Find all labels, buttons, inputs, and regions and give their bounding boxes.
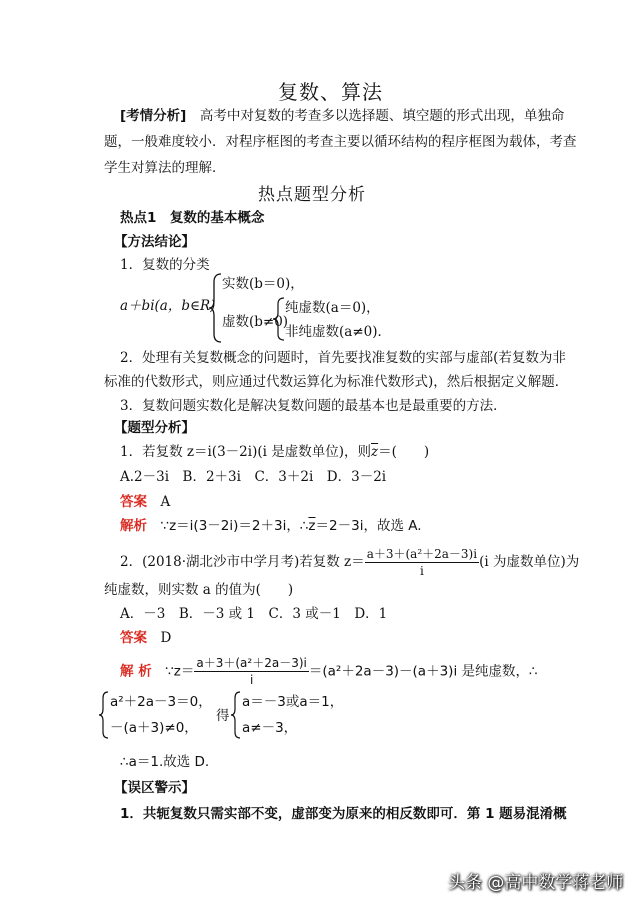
q2-explanation-fraction-numerator: a＋3＋(a²＋2a－3)i: [196, 656, 307, 670]
q2-explanation-text: ∵z＝: [165, 663, 195, 680]
system-1-line-1: a²＋2a－3＝0，: [110, 694, 212, 710]
section-title: 热点题型分析: [258, 185, 366, 205]
q2-stem-line-2: 纯虚数，则实数 a 的值为( ): [104, 582, 294, 598]
q1-zbar: $\overline{z}$: [370, 444, 379, 460]
q1-explanation-label: 解析: [120, 518, 147, 534]
method-header: 【方法结论】: [114, 234, 195, 250]
inner-brace-icon: [272, 296, 286, 342]
q1-explanation: [120, 514, 422, 539]
method-item-1: 1．复数的分类: [120, 257, 210, 273]
q2-answer-label: 答案: [120, 630, 147, 646]
q2-stem-text: 2．(2018·湖北沙市中学月考)若复数 z＝: [120, 554, 365, 570]
q1-answer-label: 答案: [120, 494, 147, 510]
q2-fraction-denominator: i: [419, 564, 424, 578]
q2-explanation-fraction-denominator: i: [249, 673, 254, 687]
q2-fraction-numerator: a＋3＋(a²＋2a－3)i: [366, 547, 478, 561]
q2-options: A．－3 B．－3 或 1 C．3 或－1 D．1: [120, 606, 388, 622]
q2-answer-value: D: [160, 630, 172, 646]
q1-stem: [120, 440, 429, 465]
classification-pure: 纯虚数(a＝0)，: [285, 300, 380, 316]
warning-header: 【误区警示】: [114, 780, 195, 796]
q2-explanation-label: 解 析: [120, 663, 152, 680]
q1-answer: [120, 490, 170, 515]
warning-item-1: 1．共轭复数只需实部不变，虚部变为原来的相反数即可．第 1 题易混淆概: [120, 806, 567, 822]
hotspot-heading: 热点1 复数的基本概念: [120, 210, 265, 226]
page-title: 复数、算法: [278, 80, 383, 104]
q2-de: 得: [216, 708, 230, 724]
q1-explanation-text-2: ＝2－3i，故选 A.: [315, 518, 422, 534]
system-2-brace-icon: [230, 690, 242, 740]
q1-explanation-text: ∵z＝i(3－2i)＝2＋3i，∴: [160, 518, 309, 534]
analysis-header: 【题型分析】: [114, 420, 195, 436]
q2-explanation-text-2: ＝(a²＋2a－3)－(a＋3)i 是纯虚数，∴: [308, 663, 538, 680]
classification-lhs: a＋bi(a，b∈R): [120, 298, 216, 314]
watermark: 头条 @高中数学蒋老师: [448, 873, 624, 893]
q2-stem: [120, 546, 579, 579]
q2-explanation: [120, 655, 538, 688]
method-item-2-line-2: 标准的代数形式，则应通过代数运算化为标准代数形式)，然后根据定义解题．: [104, 374, 569, 390]
method-item-3: 3．复数问题实数化是解决复数问题的最基本也是最重要的方法．: [120, 398, 507, 414]
system-1-brace-icon: [98, 690, 110, 740]
q2-answer: [120, 626, 171, 651]
classification-nonpure: 非纯虚数(a≠0)．: [285, 324, 391, 340]
classification-imag: 虚数(b≠0): [222, 314, 289, 330]
q2-stem-text-2: (i 为虚数单位)为: [479, 554, 580, 570]
q2-explanation-fraction: [194, 655, 308, 688]
classification-real: 实数(b＝0)，: [222, 276, 304, 292]
q1-explanation-zbar: $\overline{z}$: [308, 518, 316, 534]
q1-stem-paren: ＝( ): [378, 444, 430, 460]
intro-line-2: 题，一般难度较小．对程序框图的考查主要以循环结构的程序框图为载体，考查: [104, 134, 577, 150]
q1-stem-text: 1．若复数 z＝i(3－2i)(i 是虚数单位)，则: [120, 444, 371, 460]
system-2-line-2: a≠－3，: [242, 720, 298, 736]
q1-options: A.2－3i B．2＋3i C．3＋2i D．3－2i: [120, 469, 387, 485]
q2-conclusion: ∴a＝1.故选 D.: [120, 754, 210, 770]
intro-line-1: [120, 104, 564, 129]
q2-fraction: [365, 546, 479, 579]
intro-line-3: 学生对算法的理解．: [104, 160, 226, 176]
q1-answer-value: A: [160, 494, 171, 510]
method-item-2-line-1: 2．处理有关复数概念的问题时，首先要找准复数的实部与虚部(若复数为非: [120, 350, 566, 366]
intro-tag: [考情分析]: [120, 108, 187, 124]
system-1-line-2: －(a＋3)≠0，: [110, 720, 198, 736]
system-2-line-1: a＝－3或a＝1，: [242, 694, 344, 710]
intro-text-1: 高考中对复数的考查多以选择题、填空题的形式出现，单独命: [199, 108, 565, 124]
